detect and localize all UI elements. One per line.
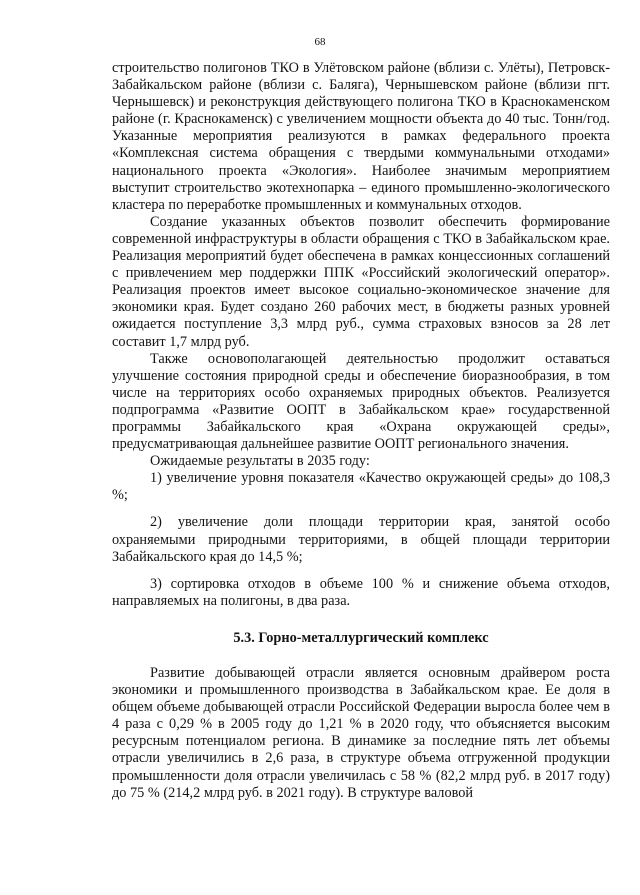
- expected-result-item-2: 2) увеличение доли площади территории края, занятой особо охраняемыми природными территориями, в общей площади территории Забайкальского края до 14,5 %;: [112, 514, 610, 565]
- body-text: [112, 60, 610, 802]
- paragraph-mining-industry: Развитие добывающей отрасли является основным драйвером роста экономики и промышленного производства в Забайкальском крае. Ее доля в общем объеме добывающей отрасли Российской Федерации выросла более чем в 4 раза с 0,29 % в 2005 году до 1,21 % в 2020 году, что объясняется высоким ресурсным потенциалом региона. В динамике за последние пять лет объемы отрасли увеличились в 2,6 раза, в структуре объема отгруженной продукции промышленности доля отрасли увеличилась с 58 % (82,2 млрд руб. в 2017 году) до 75 % (214,2 млрд руб. в 2021 году). В структуре валовой: [112, 665, 610, 801]
- paragraph-continuation: строительство полигонов ТКО в Улётовском районе (вблизи с. Улёты), Петровск-Забайкальском районе (вблизи с. Баляга), Чернышевском районе (вблизи пгт. Чернышевск) и реконструкция действующего полигона ТКО в Краснокаменском районе (г. Краснокаменск) с увеличением мощности объекта до 40 тыс. Тонн/год. Указанные мероприятия реализуются в рамках федерального проекта «Комплексная система обращения с твердыми коммунальными отходами» национального проекта «Экология». Наиболее значимым мероприятием выступит строительство экотехнопарка – единого промышленно-экологического кластера по переработке промышленных и коммунальных отходов.: [112, 60, 610, 213]
- page-number: 68: [314, 36, 326, 48]
- paragraph-protected-areas: Также основополагающей деятельностью продолжит оставаться улучшение состояния природной среды и обеспечение биоразнообразия, в том числе на территориях особо охраняемых природных объектов. Реализуется подпрограмма «Развитие ООПТ в Забайкальском крае» государственной программы Забайкальского края «Охрана окружающей среды», предусматривающая дальнейшее развитие ООПТ регионального значения.: [112, 350, 610, 453]
- expected-result-item-1: 1) увеличение уровня показателя «Качество окружающей среды» до 108,3 %;: [112, 470, 610, 504]
- section-heading: 5.3. Горно-металлургический комплекс: [233, 629, 489, 646]
- expected-results-intro: Ожидаемые результаты в 2035 году:: [150, 453, 370, 470]
- expected-result-item-3: 3) сортировка отходов в объеме 100 % и снижение объема отходов, направляемых на полигоны, в два раза.: [112, 575, 610, 609]
- paragraph-tko-infrastructure: Создание указанных объектов позволит обеспечить формирование современной инфраструктуры в области обращения с ТКО в Забайкальском крае. Реализация мероприятий будет обеспечена в рамках концессионных соглашений с привлечением мер поддержки ППК «Российский экологический оператор». Реализация проектов имеет высокое социально-экономическое значение для экономики края. Будет создано 260 рабочих мест, в бюджеты разных уровней ожидается поступление 3,3 млрд руб., сумма страховых взносов за 28 лет составит 1,7 млрд руб.: [112, 213, 610, 350]
